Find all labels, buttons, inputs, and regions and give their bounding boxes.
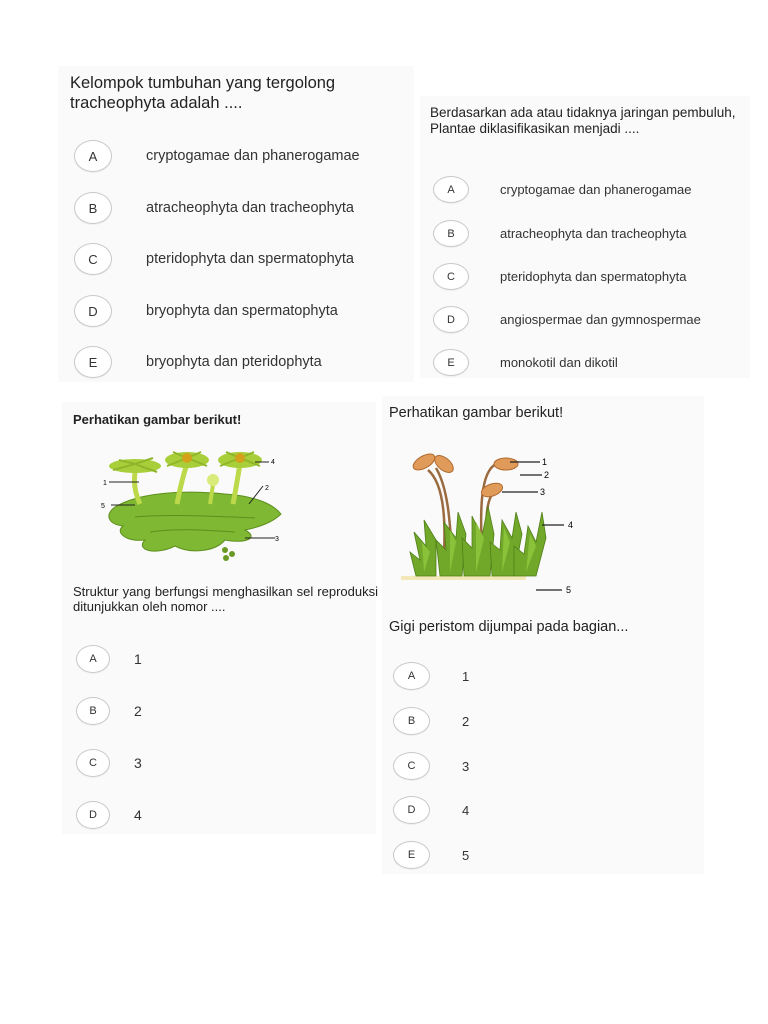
option-text: 5: [462, 847, 470, 863]
label-4: 4: [568, 520, 574, 530]
option-text: 1: [134, 651, 142, 667]
q4-option-b[interactable]: [393, 707, 469, 735]
option-letter: A: [393, 662, 430, 690]
label-4: 4: [271, 459, 275, 466]
option-text: 4: [134, 807, 142, 823]
option-letter: A: [433, 176, 469, 203]
option-letter: C: [433, 263, 469, 290]
option-letter: D: [76, 801, 110, 829]
label-2: 2: [265, 485, 269, 492]
option-letter: B: [76, 697, 110, 725]
question-4-heading: Perhatikan gambar berikut!: [389, 405, 564, 421]
option-text: monokotil dan dikotil: [500, 355, 618, 370]
option-text: 3: [134, 755, 142, 771]
option-text: 4: [462, 802, 470, 818]
q4-option-e[interactable]: [393, 841, 469, 869]
label-2: 2: [544, 470, 550, 480]
moss-figure: [396, 442, 586, 602]
liverwort-figure: [95, 442, 295, 572]
label-3: 3: [275, 536, 279, 543]
question-3-text: Struktur yang berfungsi menghasilkan sel reproduksi ditunjukkan oleh nomor ....: [73, 584, 378, 614]
question-4-text: Gigi peristom dijumpai pada bagian...: [389, 619, 629, 635]
q4-option-d[interactable]: [393, 796, 469, 824]
option-text: cryptogamae dan phanerogamae: [146, 148, 360, 164]
option-letter: A: [76, 645, 110, 673]
option-letter: B: [393, 707, 430, 735]
q1-option-e[interactable]: [74, 346, 322, 378]
option-letter: D: [433, 306, 469, 333]
label-3: 3: [540, 487, 546, 497]
option-text: pteridophyta dan spermatophyta: [500, 269, 687, 284]
q1-option-a[interactable]: [74, 140, 360, 172]
option-letter: C: [393, 752, 430, 780]
option-text: pteridophyta dan spermatophyta: [146, 251, 354, 267]
option-text: 3: [462, 758, 470, 774]
q3-option-c[interactable]: [76, 749, 142, 777]
q1-option-c[interactable]: [74, 243, 354, 275]
option-text: angiospermae dan gymnospermae: [500, 312, 701, 327]
q2-option-e[interactable]: [433, 349, 618, 376]
q2-option-c[interactable]: [433, 263, 686, 290]
option-text: 1: [462, 668, 470, 684]
q2-option-a[interactable]: [433, 176, 692, 203]
q3-option-d[interactable]: [76, 801, 142, 829]
option-letter: C: [76, 749, 110, 777]
q2-option-b[interactable]: [433, 220, 686, 247]
question-1-panel: [58, 66, 414, 382]
question-2-text: Berdasarkan ada atau tidaknya jaringan pembuluh, Plantae diklasifikasikan menjadi ....: [430, 105, 736, 136]
option-letter: E: [433, 349, 469, 376]
label-1: 1: [542, 457, 548, 467]
option-letter: A: [74, 140, 112, 172]
option-text: cryptogamae dan phanerogamae: [500, 182, 692, 197]
q3-option-b[interactable]: [76, 697, 142, 725]
option-text: 2: [462, 713, 470, 729]
question-1-text: Kelompok tumbuhan yang tergolong tracheophyta adalah ....: [70, 74, 336, 112]
q1-option-d[interactable]: [74, 295, 338, 327]
label-1: 1: [103, 480, 107, 487]
option-letter: D: [393, 796, 430, 824]
q4-option-c[interactable]: [393, 752, 469, 780]
option-text: bryophyta dan pteridophyta: [146, 354, 322, 370]
label-5: 5: [566, 585, 572, 595]
option-text: 2: [134, 703, 142, 719]
label-5: 5: [101, 503, 105, 510]
option-text: atracheophyta dan tracheophyta: [146, 200, 354, 216]
option-letter: E: [74, 346, 112, 378]
option-letter: D: [74, 295, 112, 327]
option-letter: B: [433, 220, 469, 247]
option-letter: B: [74, 192, 112, 224]
question-3-heading: Perhatikan gambar berikut!: [73, 412, 242, 427]
q1-option-b[interactable]: [74, 192, 354, 224]
q2-option-d[interactable]: [433, 306, 701, 333]
option-letter: C: [74, 243, 112, 275]
q3-option-a[interactable]: [76, 645, 142, 673]
option-letter: E: [393, 841, 430, 869]
option-text: atracheophyta dan tracheophyta: [500, 226, 687, 241]
q4-option-a[interactable]: [393, 662, 469, 690]
option-text: bryophyta dan spermatophyta: [146, 303, 338, 319]
